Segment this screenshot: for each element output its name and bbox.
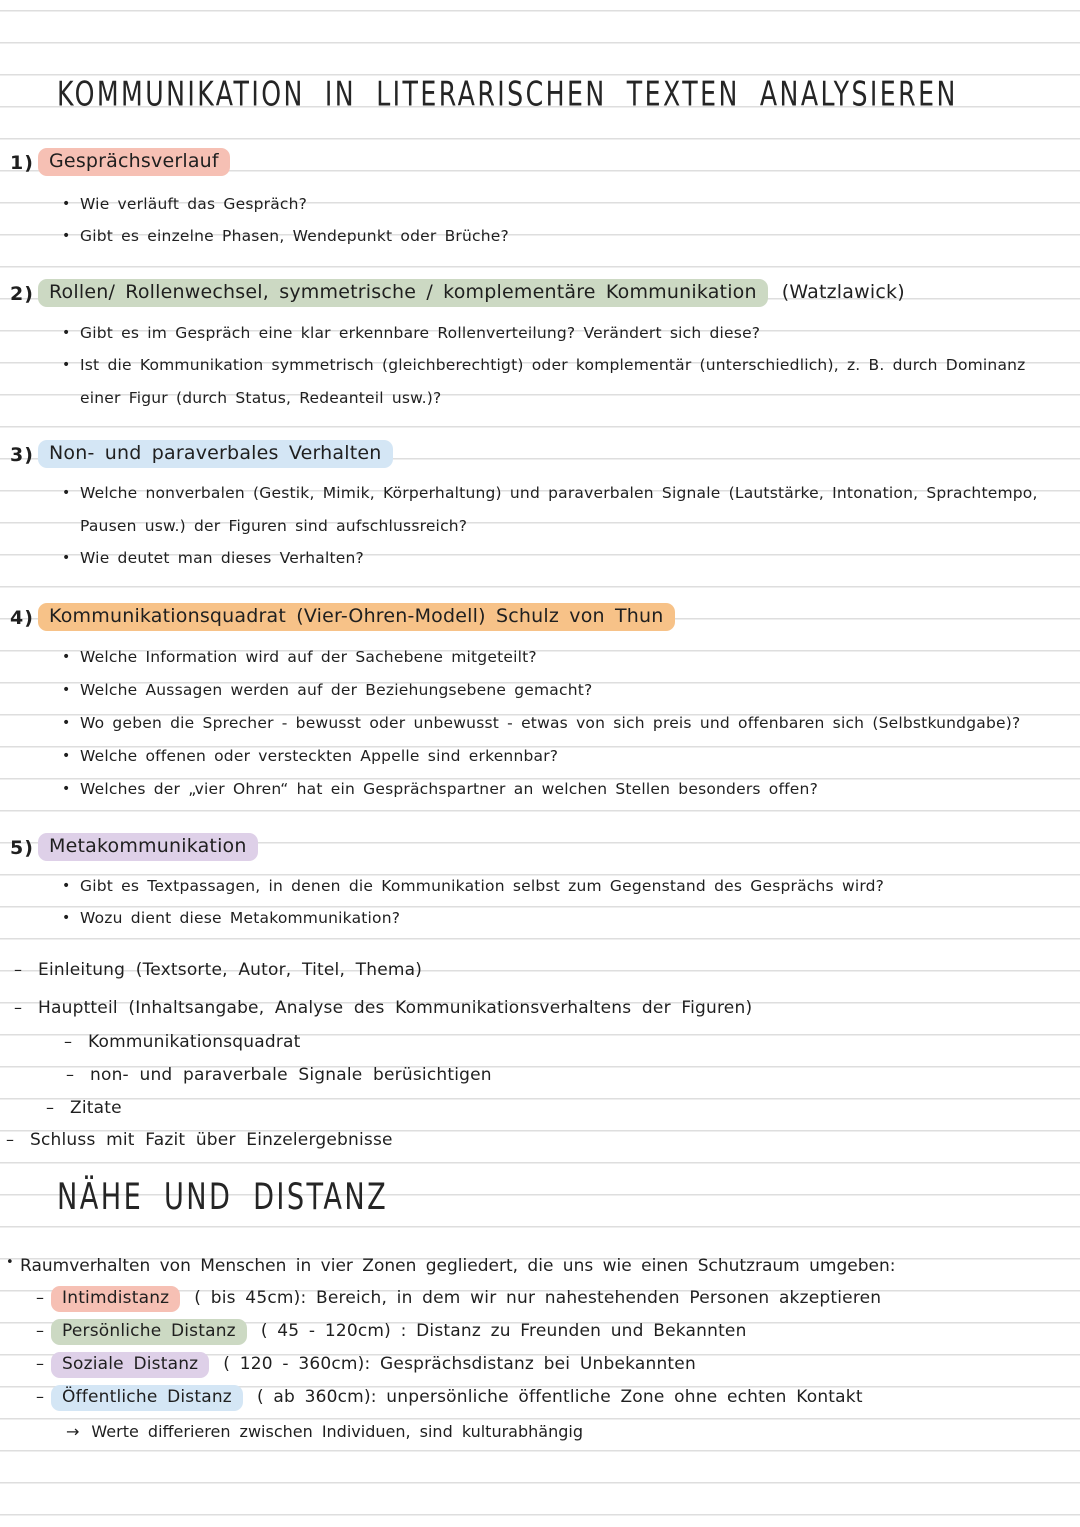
zone-text: ( 120 - 360cm): Gesprächsdistanz bei Unbekannten	[223, 1354, 696, 1374]
zone-oeffentliche-distanz	[60, 1387, 863, 1407]
zones-note-text: Werte differieren zwischen Individuen, sind kulturabhängig	[91, 1422, 583, 1441]
outline-item-schluss: – Schluss mit Fazit über Einzelergebnisse	[30, 1130, 393, 1150]
list-item: • Ist die Kommunikation symmetrisch (gleichberechtigt) oder komplementär (unterschiedlich), z. B. durch Dominanz einer Figur (durch Status, Redeanteil usw.)?	[80, 349, 1065, 415]
list-item: • Gibt es im Gespräch eine klar erkennbare Rollenverteilung? Verändert sich diese?	[80, 317, 760, 350]
section-2-suffix: (Watzlawick)	[781, 281, 905, 303]
zone-text: ( 45 - 120cm) : Distanz zu Freunden und Bekannten	[260, 1321, 747, 1341]
section-5-heading	[47, 835, 258, 857]
section-5-number: 5)	[10, 837, 34, 859]
zone-soziale-distanz	[60, 1354, 696, 1374]
list-item: • Welche Aussagen werden auf der Beziehungsebene gemacht?	[80, 674, 592, 707]
list-item: • Wozu dient diese Metakommunikation?	[80, 902, 400, 935]
zones-intro: • Raumverhalten von Menschen in vier Zonen gegliedert, die uns wie einen Schutzraum umgeben:	[20, 1256, 895, 1276]
outline-subitem-zitate: – Zitate	[70, 1098, 122, 1118]
section-3-number: 3)	[10, 444, 34, 466]
zone-text: ( ab 360cm): unpersönliche öffentliche Zone ohne echten Kontakt	[256, 1387, 863, 1407]
section-2-number: 2)	[10, 283, 34, 305]
section-1-number: 1)	[10, 152, 34, 174]
highlight-orange: Kommunikationsquadrat (Vier-Ohren-Modell) Schulz von Thun	[38, 603, 675, 631]
section-heading-naehe-und-distanz: NÄHE UND DISTANZ	[57, 1175, 389, 1218]
list-item: • Gibt es einzelne Phasen, Wendepunkt oder Brüche?	[80, 220, 509, 253]
section-4-heading	[47, 605, 675, 627]
section-3-heading	[47, 442, 393, 464]
zone-text: ( bis 45cm): Bereich, in dem wir nur nahestehenden Personen akzeptieren	[194, 1288, 882, 1308]
section-4-number: 4)	[10, 607, 34, 629]
list-item: • Welche Information wird auf der Sachebene mitgeteilt?	[80, 641, 537, 674]
highlight-green: Persönliche Distanz	[51, 1319, 247, 1345]
highlight-pink: Intimdistanz	[51, 1286, 180, 1312]
outline-item-einleitung: – Einleitung (Textsorte, Autor, Titel, Thema)	[38, 960, 422, 980]
outline-item-hauptteil: – Hauptteil (Inhaltsangabe, Analyse des Kommunikationsverhaltens der Figuren)	[38, 998, 752, 1018]
list-item: • Wie deutet man dieses Verhalten?	[80, 542, 364, 575]
outline-subitem-signale: – non- und paraverbale Signale berüsichtigen	[90, 1065, 492, 1085]
highlight-lavender: Soziale Distanz	[51, 1352, 209, 1378]
highlight-pink: Gesprächsverlauf	[38, 148, 230, 176]
highlight-green: Rollen/ Rollenwechsel, symmetrische / komplementäre Kommunikation	[38, 279, 768, 307]
arrow-icon: →	[66, 1422, 80, 1441]
page-title: KOMMUNIKATION IN LITERARISCHEN TEXTEN ANALYSIEREN	[57, 75, 958, 115]
list-item: • Welche nonverbalen (Gestik, Mimik, Körperhaltung) und paraverbalen Signale (Lautstärke, Intonation, Sprachtempo, Pausen usw.) der Figuren sind aufschlussreich?	[80, 477, 1065, 543]
list-item: • Wie verläuft das Gespräch?	[80, 188, 307, 221]
list-item: • Wo geben die Sprecher - bewusst oder unbewusst - etwas von sich preis und offenbaren sich (Selbstkundgabe)?	[80, 707, 1020, 740]
section-1-heading	[47, 150, 230, 172]
list-item: • Welche offenen oder versteckten Appelle sind erkennbar?	[80, 740, 558, 773]
highlight-blue: Non- und paraverbales Verhalten	[38, 440, 393, 468]
zone-intimdistanz	[60, 1288, 881, 1308]
outline-subitem-kommunikationsquadrat: – Kommunikationsquadrat	[88, 1032, 301, 1052]
highlight-lavender: Metakommunikation	[38, 833, 258, 861]
list-item: • Welches der „vier Ohren“ hat ein Gesprächspartner an welchen Stellen besonders offen?	[80, 773, 818, 806]
zone-persoenliche-distanz	[60, 1321, 747, 1341]
section-2-heading	[47, 281, 905, 303]
list-item: • Gibt es Textpassagen, in denen die Kommunikation selbst zum Gegenstand des Gesprächs wird?	[80, 870, 884, 903]
zones-note	[66, 1422, 583, 1441]
highlight-blue: Öffentliche Distanz	[51, 1385, 243, 1411]
